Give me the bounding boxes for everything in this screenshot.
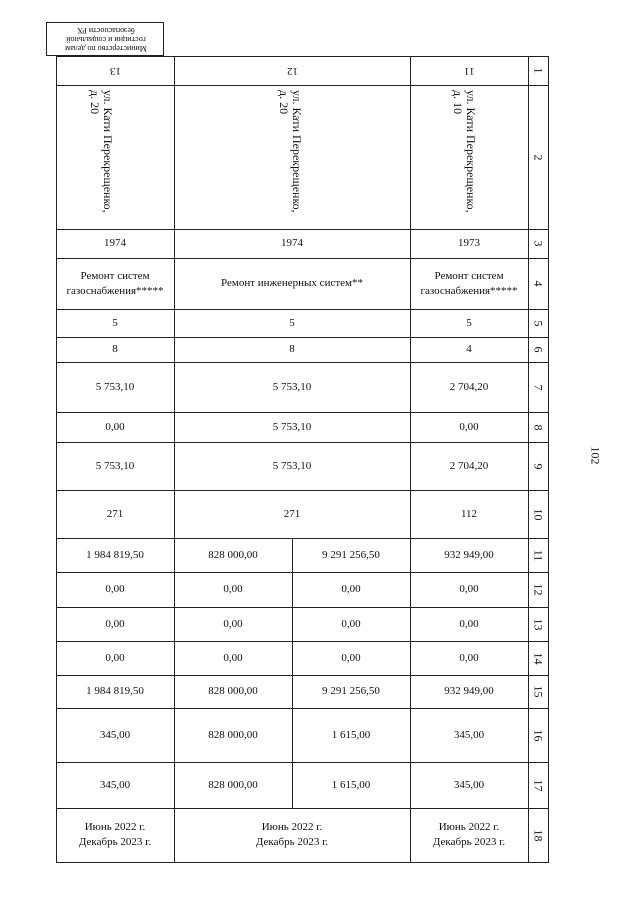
column-number-text: 11 <box>463 65 475 77</box>
cell: 0,00 <box>223 651 243 664</box>
cell: 0,00 <box>459 617 479 630</box>
cell-line: Июнь 2022 г. <box>84 821 146 833</box>
address-col-11-house <box>451 90 465 225</box>
row-number-text: 1 <box>531 67 546 74</box>
cell: 932 949,00 <box>444 548 494 561</box>
row-number-text: 3 <box>531 240 546 247</box>
cell: 5 753,10 <box>95 459 135 472</box>
stamp-line-1: Министерство по делам <box>65 44 147 54</box>
address-line-1: ул. Кати Перекрещенко, <box>464 90 478 213</box>
grid-line <box>548 56 549 862</box>
cell: 1974 <box>281 237 303 249</box>
row-number-text: 10 <box>531 508 546 520</box>
row-number-text: 18 <box>531 829 546 841</box>
row-number <box>528 258 548 309</box>
row-number <box>528 442 548 490</box>
row-number <box>528 412 548 442</box>
cell-line: Декабрь 2023 г. <box>432 836 506 848</box>
address-line-2: д. 10 <box>451 90 465 115</box>
cell: 5 <box>466 316 472 329</box>
cell: 2 704,20 <box>449 459 489 472</box>
cell-line: Июнь 2022 г. <box>261 821 323 833</box>
work-type-cell <box>410 258 528 309</box>
page-number-text: 102 <box>588 446 603 464</box>
cell: 1 984 819,50 <box>86 548 144 561</box>
cell: 0,00 <box>223 617 243 630</box>
cell: 5 753,10 <box>272 380 312 393</box>
row-number <box>528 808 548 862</box>
cell: 345,00 <box>453 778 485 791</box>
address-col-13 <box>101 90 115 225</box>
cell: 2 704,20 <box>449 380 489 393</box>
row-number-text: 12 <box>531 583 546 596</box>
grid-line <box>56 85 549 86</box>
row-number-text: 2 <box>531 154 546 160</box>
column-number-13 <box>56 56 174 85</box>
cell-line: газоснабжения***** <box>420 284 518 297</box>
address-line-2: д. 20 <box>88 90 102 115</box>
period-cell <box>410 808 528 862</box>
cell-line: Декабрь 2023 г. <box>255 836 329 848</box>
work-type-cell <box>56 258 174 309</box>
cell: 0,00 <box>341 617 361 630</box>
grid-line <box>56 862 549 863</box>
row-number-text: 11 <box>531 549 546 561</box>
cell: 1 984 819,50 <box>86 685 144 697</box>
row-number-text: 17 <box>531 779 546 791</box>
row-number <box>528 538 548 572</box>
cell: 0,00 <box>459 651 479 664</box>
address-col-12 <box>290 90 304 225</box>
stamp-line-2: гостиции и социальной <box>66 35 146 45</box>
column-number-11 <box>410 56 528 85</box>
row-number <box>528 607 548 641</box>
cell: 5 <box>289 316 295 329</box>
cell-line: Июнь 2022 г. <box>438 821 500 833</box>
cell: 271 <box>106 507 124 520</box>
row-number-text: 13 <box>531 618 546 630</box>
cell-line: Ремонт систем <box>80 269 150 282</box>
cell: 828 000,00 <box>208 548 258 561</box>
cell: 0,00 <box>105 420 125 433</box>
row-number-text: 5 <box>531 320 546 326</box>
cell: 5 753,10 <box>95 380 135 393</box>
ministry-stamp <box>46 22 164 56</box>
cell: 0,00 <box>459 420 479 433</box>
period-cell <box>56 808 174 862</box>
cell: 9 291 256,50 <box>322 548 380 561</box>
row-number <box>528 572 548 607</box>
row-number <box>528 309 548 337</box>
column-number-12 <box>174 56 410 85</box>
address-line-1: ул. Кати Перекрещенко, <box>101 90 115 213</box>
cell: 8 <box>289 343 295 355</box>
column-number-text: 12 <box>286 65 298 77</box>
row-number <box>528 337 548 362</box>
cell: 0,00 <box>105 651 125 664</box>
row-number-text: 6 <box>531 346 546 353</box>
row-number <box>528 641 548 675</box>
work-type-cell: Ремонт инженерных систем** <box>221 277 363 289</box>
cell: 112 <box>460 507 478 520</box>
row-number-text: 9 <box>531 463 546 469</box>
cell: 0,00 <box>105 583 125 595</box>
cell-line: Ремонт систем <box>434 269 504 282</box>
page-number <box>585 440 605 470</box>
cell-line: Декабрь 2023 г. <box>78 836 152 848</box>
cell: 828 000,00 <box>208 728 258 741</box>
cell-line: газоснабжения***** <box>66 284 164 297</box>
cell: 0,00 <box>223 583 243 595</box>
cell: 0,00 <box>459 583 479 595</box>
row-number-text: 15 <box>531 685 546 698</box>
address-line-2: д. 20 <box>277 90 291 115</box>
cell: 5 <box>112 316 118 329</box>
row-number <box>528 675 548 708</box>
row-number <box>528 490 548 538</box>
cell: 8 <box>112 343 118 355</box>
row-number <box>528 56 548 85</box>
cell: 5 753,10 <box>272 420 312 433</box>
address-col-12-house <box>277 90 291 225</box>
cell: 5 753,10 <box>272 459 312 472</box>
cell: 828 000,00 <box>208 778 258 791</box>
row-number <box>528 85 548 229</box>
cell: 1973 <box>458 237 480 249</box>
address-col-13-house <box>88 90 102 225</box>
cell: 0,00 <box>105 617 125 630</box>
column-number-text: 13 <box>109 65 121 77</box>
row-number <box>528 229 548 258</box>
cell: 932 949,00 <box>444 685 494 697</box>
cell: 4 <box>466 343 472 355</box>
row-number <box>528 708 548 762</box>
cell: 1 615,00 <box>331 728 371 741</box>
row-number-text: 16 <box>531 729 546 741</box>
address-line-1: ул. Кати Перекрещенко, <box>290 90 304 213</box>
cell: 0,00 <box>341 651 361 664</box>
cell: 828 000,00 <box>208 685 258 697</box>
row-number <box>528 362 548 412</box>
stamp-line-3: безопасности РХ <box>77 26 135 36</box>
row-number-text: 7 <box>531 384 546 390</box>
row-number-text: 14 <box>531 652 546 664</box>
cell: 0,00 <box>341 583 361 595</box>
cell: 271 <box>283 507 301 520</box>
cell: 1 615,00 <box>331 778 371 791</box>
cell: 345,00 <box>99 778 131 791</box>
address-col-11 <box>464 90 478 225</box>
cell: 1974 <box>104 237 126 249</box>
row-number-text: 4 <box>531 280 546 287</box>
cell: 9 291 256,50 <box>322 685 380 697</box>
row-number-text: 8 <box>531 424 546 430</box>
cell: 345,00 <box>453 728 485 741</box>
row-number <box>528 762 548 808</box>
period-cell <box>174 808 410 862</box>
cell: 345,00 <box>99 728 131 741</box>
